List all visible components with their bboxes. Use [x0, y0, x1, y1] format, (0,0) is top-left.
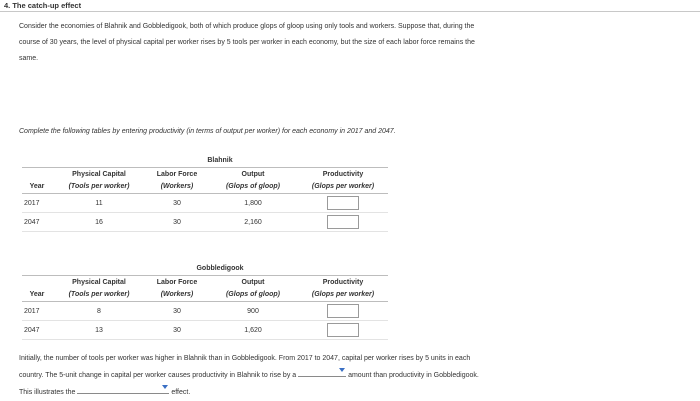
conclusion-line-3	[19, 384, 699, 401]
table-row	[22, 321, 388, 340]
conclusion-paragraph	[19, 351, 699, 401]
output-cell: 1,800	[208, 194, 298, 213]
section-title: 4. The catch-up effect	[0, 0, 700, 12]
conclusion-line-3-post: effect.	[171, 389, 191, 396]
gobbledigook-2017-productivity-input[interactable]	[327, 304, 359, 318]
chevron-down-icon	[162, 385, 168, 389]
intro-line-1: Consider the economies of Blahnik and Gobbledigook, both of which produce glops of gloop using only tools and workers. Suppose that, during the	[19, 23, 475, 30]
capital-cell: 13	[52, 321, 146, 340]
table-row	[22, 194, 388, 213]
col-output-header: Output	[208, 276, 298, 289]
output-cell: 900	[208, 302, 298, 321]
col-output-sub: (Glops of gloop)	[208, 288, 298, 302]
capital-cell: 16	[52, 213, 146, 232]
labor-cell: 30	[146, 213, 208, 232]
labor-cell: 30	[146, 194, 208, 213]
col-capital-header: Physical Capital	[52, 276, 146, 289]
conclusion-line-2	[19, 367, 699, 384]
gobbledigook-2047-productivity-input[interactable]	[327, 323, 359, 337]
output-cell: 2,160	[208, 213, 298, 232]
gobbledigook-table	[22, 261, 388, 340]
year-cell: 2017	[22, 194, 52, 213]
col-productivity-sub: (Glops per worker)	[298, 180, 388, 194]
col-labor-sub: (Workers)	[146, 288, 208, 302]
col-output-header: Output	[208, 168, 298, 181]
conclusion-line-2-post: amount than productivity in Gobbledigook.	[348, 372, 479, 379]
col-productivity-sub: (Glops per worker)	[298, 288, 388, 302]
capital-cell: 8	[52, 302, 146, 321]
productivity-cell	[298, 213, 388, 232]
gobbledigook-caption: Gobbledigook	[196, 264, 244, 272]
col-labor-header: Labor Force	[146, 168, 208, 181]
intro-line-2: course of 30 years, the level of physical capital per worker rises by 5 tools per worker in each economy, but the size of each labor force remains the	[19, 39, 475, 46]
col-productivity-header: Productivity	[298, 276, 388, 289]
blahnik-caption: Blahnik	[207, 156, 233, 164]
productivity-cell	[298, 194, 388, 213]
col-year-header: Year	[22, 180, 52, 194]
year-cell: 2017	[22, 302, 52, 321]
labor-cell: 30	[146, 302, 208, 321]
chevron-down-icon	[339, 368, 345, 372]
col-capital-sub: (Tools per worker)	[52, 288, 146, 302]
intro-line-3: same.	[19, 55, 39, 62]
output-cell: 1,620	[208, 321, 298, 340]
table-row	[22, 213, 388, 232]
col-labor-sub: (Workers)	[146, 180, 208, 194]
productivity-cell	[298, 321, 388, 340]
effect-dropdown[interactable]	[77, 384, 169, 394]
table-row	[22, 302, 388, 321]
col-capital-header: Physical Capital	[52, 168, 146, 181]
col-capital-sub: (Tools per worker)	[52, 180, 146, 194]
col-productivity-header: Productivity	[298, 168, 388, 181]
capital-cell: 11	[52, 194, 146, 213]
conclusion-line-3-pre: This illustrates the	[19, 389, 76, 396]
productivity-cell	[298, 302, 388, 321]
intro-paragraph	[19, 19, 699, 67]
instruction-text: Complete the following tables by entering productivity (in terms of output per worker) for each economy in 2017 and 2047.	[19, 128, 396, 135]
col-output-sub: (Glops of gloop)	[208, 180, 298, 194]
blahnik-2047-productivity-input[interactable]	[327, 215, 359, 229]
blahnik-table	[22, 153, 388, 232]
conclusion-line-1: Initially, the number of tools per worker was higher in Blahnik than in Gobbledigook. From 2017 to 2047, capital per worker rises by 5 units in each	[19, 355, 471, 362]
col-labor-header: Labor Force	[146, 276, 208, 289]
year-cell: 2047	[22, 321, 52, 340]
labor-cell: 30	[146, 321, 208, 340]
conclusion-line-2-pre: country. The 5-unit change in capital per worker causes productivity in Blahnik to rise by a	[19, 372, 297, 379]
productivity-change-dropdown[interactable]	[298, 367, 346, 377]
year-cell: 2047	[22, 213, 52, 232]
col-year-header: Year	[22, 288, 52, 302]
blahnik-2017-productivity-input[interactable]	[327, 196, 359, 210]
